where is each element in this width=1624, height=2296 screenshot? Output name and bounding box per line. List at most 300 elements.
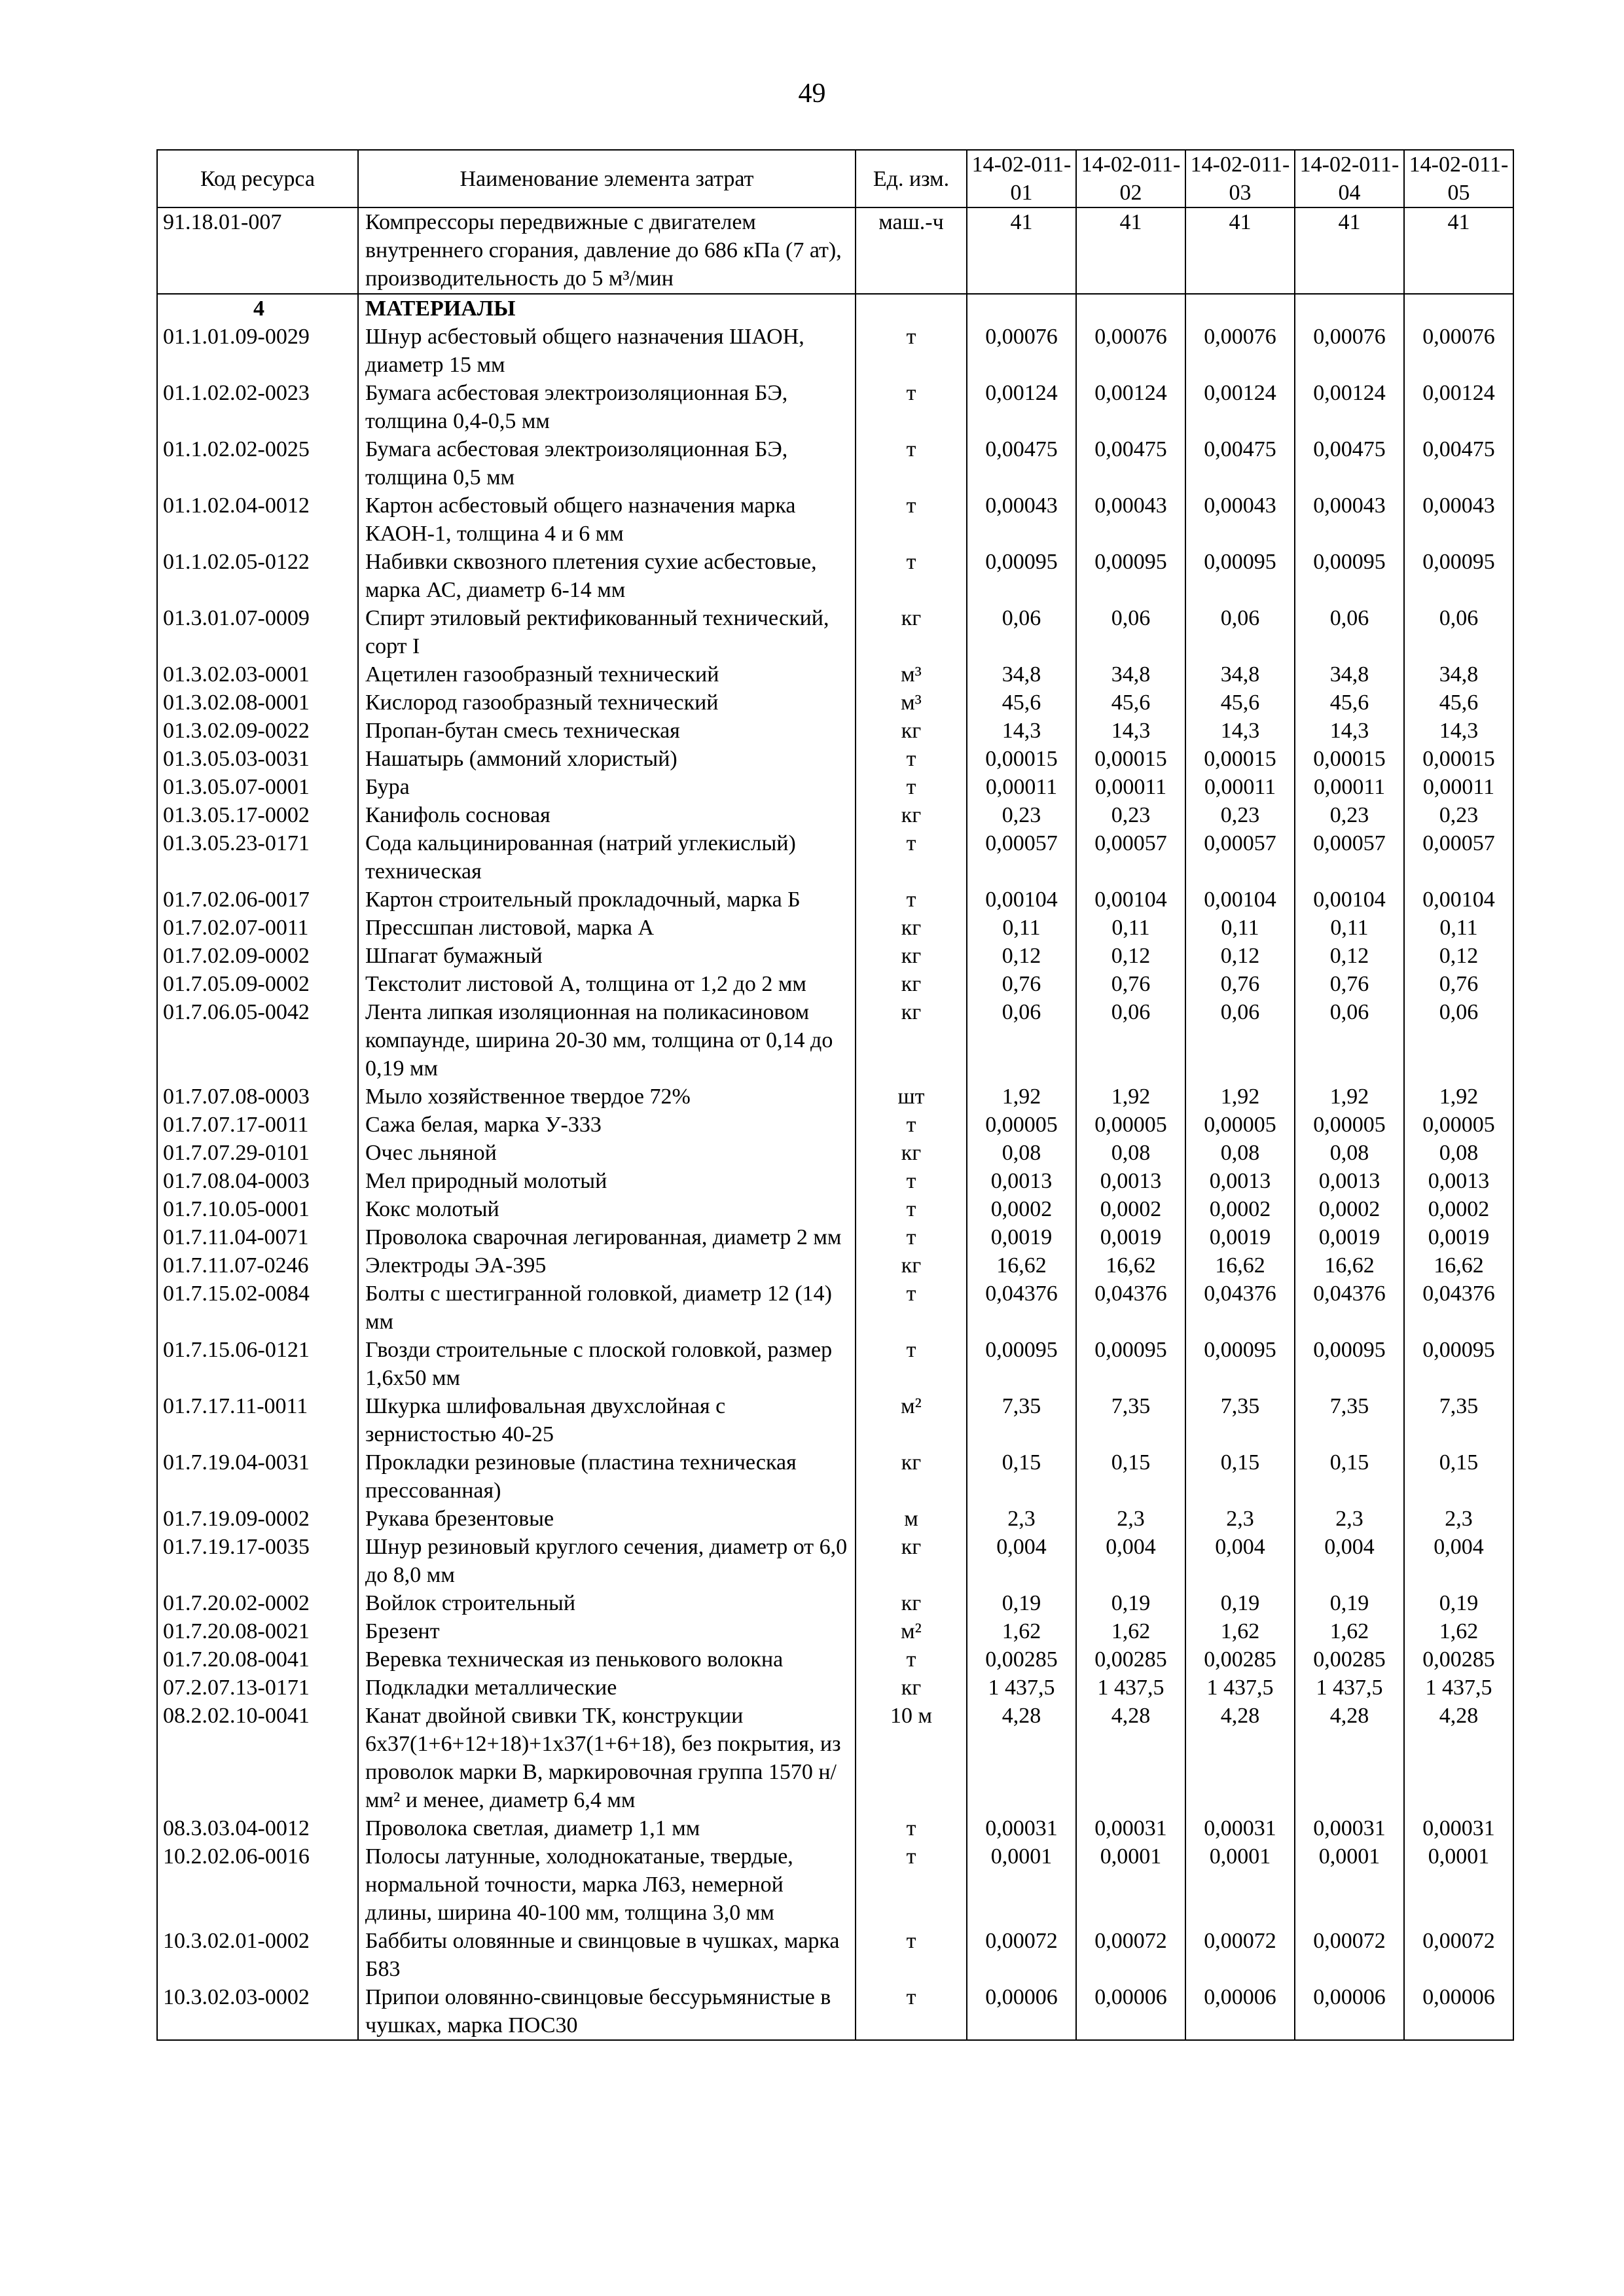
row-value: 0,76 bbox=[1404, 970, 1513, 998]
table-row bbox=[157, 1927, 1513, 1983]
row-value: 0,11 bbox=[1076, 914, 1185, 942]
row-code: 01.7.20.08-0041 bbox=[157, 1645, 358, 1674]
table-row bbox=[157, 773, 1513, 801]
row-value: 0,00006 bbox=[1185, 1983, 1295, 2040]
table-row bbox=[157, 1223, 1513, 1251]
row-value: 0,06 bbox=[1404, 998, 1513, 1083]
row-unit: 10 м bbox=[856, 1702, 967, 1814]
header-col-3: 14-02-011-03 bbox=[1185, 150, 1295, 207]
row-unit: кг bbox=[856, 1674, 967, 1702]
row-unit: т bbox=[856, 435, 967, 492]
row-name: Канифоль сосновая bbox=[358, 801, 856, 829]
row-value: 0,00104 bbox=[967, 886, 1076, 914]
row-value: 16,62 bbox=[1404, 1251, 1513, 1280]
row-name: Ацетилен газообразный технический bbox=[358, 660, 856, 689]
row-value: 4,28 bbox=[967, 1702, 1076, 1814]
section-number: 4 bbox=[157, 294, 358, 323]
table-row bbox=[157, 1280, 1513, 1336]
row-name: Спирт этиловый ректификованный технический, сорт I bbox=[358, 604, 856, 660]
row-value: 0,12 bbox=[967, 942, 1076, 970]
row-name: Картон асбестовый общего назначения марка КАОН-1, толщина 4 и 6 мм bbox=[358, 492, 856, 548]
row-value: 41 bbox=[967, 207, 1076, 294]
row-value: 16,62 bbox=[1295, 1251, 1404, 1280]
row-value: 0,0019 bbox=[1295, 1223, 1404, 1251]
table-row bbox=[157, 801, 1513, 829]
row-value: 0,08 bbox=[1076, 1139, 1185, 1167]
row-value: 0,06 bbox=[1185, 998, 1295, 1083]
row-name: Картон строительный прокладочный, марка Б bbox=[358, 886, 856, 914]
row-value: 0,004 bbox=[967, 1533, 1076, 1589]
row-name: Кокс молотый bbox=[358, 1195, 856, 1223]
row-name: Сода кальцинированная (натрий углекислый) техническая bbox=[358, 829, 856, 886]
row-value: 45,6 bbox=[1185, 689, 1295, 717]
row-value: 0,00095 bbox=[1076, 1336, 1185, 1392]
row-code: 10.3.02.03-0002 bbox=[157, 1983, 358, 2040]
row-unit: кг bbox=[856, 801, 967, 829]
row-code: 01.3.05.17-0002 bbox=[157, 801, 358, 829]
row-value: 0,00072 bbox=[1295, 1927, 1404, 1983]
table-row bbox=[157, 1139, 1513, 1167]
row-value: 34,8 bbox=[967, 660, 1076, 689]
row-name: Шнур резиновый круглого сечения, диаметр от 6,0 до 8,0 мм bbox=[358, 1533, 856, 1589]
row-name: Кислород газообразный технический bbox=[358, 689, 856, 717]
row-name: Болты с шестигранной головкой, диаметр 12 (14) мм bbox=[358, 1280, 856, 1336]
row-value: 0,00285 bbox=[1404, 1645, 1513, 1674]
row-value: 0,0019 bbox=[1404, 1223, 1513, 1251]
row-value: 0,00057 bbox=[1076, 829, 1185, 886]
table-row bbox=[157, 998, 1513, 1083]
row-unit: кг bbox=[856, 914, 967, 942]
row-value: 2,3 bbox=[1185, 1505, 1295, 1533]
row-value: 34,8 bbox=[1185, 660, 1295, 689]
row-value: 0,0019 bbox=[1185, 1223, 1295, 1251]
row-value: 0,06 bbox=[967, 998, 1076, 1083]
row-code: 01.7.05.09-0002 bbox=[157, 970, 358, 998]
row-value: 0,00043 bbox=[967, 492, 1076, 548]
row-value: 0,00072 bbox=[1185, 1927, 1295, 1983]
row-value: 0,00475 bbox=[1185, 435, 1295, 492]
row-value: 0,00031 bbox=[1295, 1814, 1404, 1842]
row-value: 0,76 bbox=[1295, 970, 1404, 998]
row-unit: т bbox=[856, 1842, 967, 1927]
row-value: 0,00124 bbox=[1404, 379, 1513, 435]
row-value: 0,04376 bbox=[1185, 1280, 1295, 1336]
row-value: 0,00015 bbox=[1185, 745, 1295, 773]
row-name: Припои оловянно-свинцовые бессурьмянистые в чушках, марка ПОС30 bbox=[358, 1983, 856, 2040]
row-unit: м³ bbox=[856, 660, 967, 689]
row-value: 0,00005 bbox=[1295, 1111, 1404, 1139]
table-row bbox=[157, 717, 1513, 745]
row-value: 0,00006 bbox=[967, 1983, 1076, 2040]
row-unit: маш.-ч bbox=[856, 207, 967, 294]
row-value: 0,00005 bbox=[1185, 1111, 1295, 1139]
header-col-2: 14-02-011-02 bbox=[1076, 150, 1185, 207]
row-value: 0,08 bbox=[1404, 1139, 1513, 1167]
row-value: 0,76 bbox=[1076, 970, 1185, 998]
row-value: 0,00076 bbox=[1076, 323, 1185, 379]
row-value: 0,00072 bbox=[967, 1927, 1076, 1983]
row-value: 0,15 bbox=[1295, 1448, 1404, 1505]
row-value: 0,19 bbox=[1404, 1589, 1513, 1617]
table-header bbox=[157, 150, 1513, 207]
table-row bbox=[157, 1392, 1513, 1448]
table-row bbox=[157, 914, 1513, 942]
row-value: 7,35 bbox=[1295, 1392, 1404, 1448]
row-unit: кг bbox=[856, 970, 967, 998]
row-value: 0,00285 bbox=[1185, 1645, 1295, 1674]
table-row bbox=[157, 1842, 1513, 1927]
row-value: 0,00095 bbox=[1404, 1336, 1513, 1392]
row-unit: т bbox=[856, 745, 967, 773]
row-value: 0,12 bbox=[1076, 942, 1185, 970]
row-name: Очес льняной bbox=[358, 1139, 856, 1167]
row-value: 0,06 bbox=[1185, 604, 1295, 660]
resource-table bbox=[156, 149, 1514, 2041]
table-row bbox=[157, 970, 1513, 998]
row-name: Мыло хозяйственное твердое 72% bbox=[358, 1083, 856, 1111]
row-value: 16,62 bbox=[1185, 1251, 1295, 1280]
row-value: 0,00072 bbox=[1076, 1927, 1185, 1983]
table-row bbox=[157, 1167, 1513, 1195]
row-value: 0,00076 bbox=[967, 323, 1076, 379]
row-unit: т bbox=[856, 829, 967, 886]
row-code: 01.7.19.17-0035 bbox=[157, 1533, 358, 1589]
row-value: 1,62 bbox=[1185, 1617, 1295, 1645]
row-value: 41 bbox=[1076, 207, 1185, 294]
row-value: 45,6 bbox=[1404, 689, 1513, 717]
row-value: 0,0013 bbox=[1076, 1167, 1185, 1195]
row-value: 0,0013 bbox=[1185, 1167, 1295, 1195]
row-value: 0,00095 bbox=[1076, 548, 1185, 604]
row-code: 01.3.02.03-0001 bbox=[157, 660, 358, 689]
row-value: 0,00011 bbox=[1185, 773, 1295, 801]
row-value: 0,00006 bbox=[1404, 1983, 1513, 2040]
row-value: 0,12 bbox=[1185, 942, 1295, 970]
row-name: Полосы латунные, холоднокатаные, твердые, нормальной точности, марка Л63, немерной длины, ширина 40-100 мм, толщина 3,0 мм bbox=[358, 1842, 856, 1927]
row-value: 0,00043 bbox=[1295, 492, 1404, 548]
row-value: 34,8 bbox=[1404, 660, 1513, 689]
row-value: 0,00076 bbox=[1185, 323, 1295, 379]
row-name: Мел природный молотый bbox=[358, 1167, 856, 1195]
row-value: 0,00285 bbox=[1076, 1645, 1185, 1674]
row-value: 7,35 bbox=[1185, 1392, 1295, 1448]
row-value: 0,0001 bbox=[967, 1842, 1076, 1927]
table-row bbox=[157, 1111, 1513, 1139]
row-unit: т bbox=[856, 773, 967, 801]
row-value: 1,62 bbox=[1404, 1617, 1513, 1645]
row-unit: м³ bbox=[856, 689, 967, 717]
row-name: Баббиты оловянные и свинцовые в чушках, марка Б83 bbox=[358, 1927, 856, 1983]
row-value: 34,8 bbox=[1295, 660, 1404, 689]
row-value: 0,00124 bbox=[1185, 379, 1295, 435]
row-name: Текстолит листовой А, толщина от 1,2 до 2 мм bbox=[358, 970, 856, 998]
row-value: 0,00095 bbox=[967, 548, 1076, 604]
row-value: 0,00095 bbox=[1295, 1336, 1404, 1392]
table-row bbox=[157, 1983, 1513, 2040]
row-name: Веревка техническая из пенькового волокна bbox=[358, 1645, 856, 1674]
row-unit: т bbox=[856, 1111, 967, 1139]
row-value: 0,06 bbox=[1404, 604, 1513, 660]
row-code: 01.7.08.04-0003 bbox=[157, 1167, 358, 1195]
row-unit: т bbox=[856, 1167, 967, 1195]
row-value: 0,76 bbox=[1185, 970, 1295, 998]
row-value: 2,3 bbox=[1076, 1505, 1185, 1533]
row-unit: т bbox=[856, 379, 967, 435]
row-name: Шнур асбестовый общего назначения ШАОН, диаметр 15 мм bbox=[358, 323, 856, 379]
row-code: 01.7.02.07-0011 bbox=[157, 914, 358, 942]
row-value: 0,00104 bbox=[1076, 886, 1185, 914]
row-code: 10.3.02.01-0002 bbox=[157, 1927, 358, 1983]
table-row bbox=[157, 1702, 1513, 1814]
row-value: 0,00475 bbox=[1404, 435, 1513, 492]
row-value: 0,00015 bbox=[1404, 745, 1513, 773]
row-value: 0,11 bbox=[1295, 914, 1404, 942]
row-code: 01.7.11.07-0246 bbox=[157, 1251, 358, 1280]
row-value: 0,004 bbox=[1076, 1533, 1185, 1589]
row-unit: т bbox=[856, 1814, 967, 1842]
row-code: 01.7.07.17-0011 bbox=[157, 1111, 358, 1139]
row-value: 0,00057 bbox=[1404, 829, 1513, 886]
row-code: 01.7.20.08-0021 bbox=[157, 1617, 358, 1645]
table-row bbox=[157, 1589, 1513, 1617]
row-value: 0,00475 bbox=[1076, 435, 1185, 492]
row-name: Электроды ЭА-395 bbox=[358, 1251, 856, 1280]
row-name: Пропан-бутан смесь техническая bbox=[358, 717, 856, 745]
row-name: Лента липкая изоляционная на поликасиновом компаунде, ширина 20-30 мм, толщина от 0,14 до 0,19 мм bbox=[358, 998, 856, 1083]
row-value: 4,28 bbox=[1076, 1702, 1185, 1814]
row-code: 10.2.02.06-0016 bbox=[157, 1842, 358, 1927]
row-unit: т bbox=[856, 1983, 967, 2040]
row-value: 0,11 bbox=[1404, 914, 1513, 942]
row-value: 0,06 bbox=[1076, 998, 1185, 1083]
row-value: 0,00104 bbox=[1295, 886, 1404, 914]
row-value: 0,00011 bbox=[1404, 773, 1513, 801]
row-code: 08.3.03.04-0012 bbox=[157, 1814, 358, 1842]
row-value: 4,28 bbox=[1295, 1702, 1404, 1814]
row-name: Шкурка шлифовальная двухслойная с зернистостью 40-25 bbox=[358, 1392, 856, 1448]
row-value: 0,11 bbox=[967, 914, 1076, 942]
row-code: 01.1.02.02-0023 bbox=[157, 379, 358, 435]
row-value: 0,00475 bbox=[967, 435, 1076, 492]
row-value: 0,15 bbox=[967, 1448, 1076, 1505]
row-value: 14,3 bbox=[1185, 717, 1295, 745]
row-value: 0,04376 bbox=[967, 1280, 1076, 1336]
row-value: 2,3 bbox=[967, 1505, 1076, 1533]
table-row bbox=[157, 1814, 1513, 1842]
row-value: 0,0002 bbox=[1404, 1195, 1513, 1223]
row-value: 0,00015 bbox=[1295, 745, 1404, 773]
row-value: 0,00006 bbox=[1295, 1983, 1404, 2040]
row-value: 1 437,5 bbox=[1076, 1674, 1185, 1702]
row-value: 0,12 bbox=[1404, 942, 1513, 970]
row-name: Брезент bbox=[358, 1617, 856, 1645]
row-value: 1,92 bbox=[967, 1083, 1076, 1111]
row-name: Шпагат бумажный bbox=[358, 942, 856, 970]
row-value: 1 437,5 bbox=[1185, 1674, 1295, 1702]
row-code: 01.7.15.02-0084 bbox=[157, 1280, 358, 1336]
row-unit: кг bbox=[856, 998, 967, 1083]
row-value: 0,08 bbox=[967, 1139, 1076, 1167]
row-name: Канат двойной свивки ТК, конструкции 6х37(1+6+12+18)+1х37(1+6+18), без покрытия, из проволок марки В, маркировочная группа 1570 н/мм² и менее, диаметр 6,4 мм bbox=[358, 1702, 856, 1814]
compressor-row bbox=[157, 207, 1513, 294]
row-value: 0,23 bbox=[967, 801, 1076, 829]
row-unit: т bbox=[856, 1336, 967, 1392]
row-value: 1,92 bbox=[1295, 1083, 1404, 1111]
table-row bbox=[157, 689, 1513, 717]
table-row bbox=[157, 548, 1513, 604]
row-unit: кг bbox=[856, 1448, 967, 1505]
row-unit: м² bbox=[856, 1617, 967, 1645]
row-value: 0,00011 bbox=[1076, 773, 1185, 801]
row-value: 7,35 bbox=[967, 1392, 1076, 1448]
row-unit: т bbox=[856, 1223, 967, 1251]
row-value: 0,0001 bbox=[1185, 1842, 1295, 1927]
row-value: 1,62 bbox=[1295, 1617, 1404, 1645]
row-value: 1,92 bbox=[1404, 1083, 1513, 1111]
row-value: 41 bbox=[1295, 207, 1404, 294]
row-unit: т bbox=[856, 1195, 967, 1223]
row-value: 0,04376 bbox=[1295, 1280, 1404, 1336]
row-value: 0,0001 bbox=[1404, 1842, 1513, 1927]
row-unit: кг bbox=[856, 604, 967, 660]
row-value: 1,62 bbox=[1076, 1617, 1185, 1645]
row-value: 0,19 bbox=[1295, 1589, 1404, 1617]
row-value: 0,76 bbox=[967, 970, 1076, 998]
row-value: 0,23 bbox=[1295, 801, 1404, 829]
row-code: 01.7.19.09-0002 bbox=[157, 1505, 358, 1533]
row-value: 1 437,5 bbox=[1404, 1674, 1513, 1702]
row-value: 2,3 bbox=[1404, 1505, 1513, 1533]
header-code: Код ресурса bbox=[157, 150, 358, 207]
row-value: 0,004 bbox=[1295, 1533, 1404, 1589]
row-name: Войлок строительный bbox=[358, 1589, 856, 1617]
row-code: 01.7.15.06-0121 bbox=[157, 1336, 358, 1392]
row-value: 4,28 bbox=[1404, 1702, 1513, 1814]
row-value: 0,19 bbox=[1076, 1589, 1185, 1617]
row-value: 0,04376 bbox=[1076, 1280, 1185, 1336]
row-unit: кг bbox=[856, 717, 967, 745]
row-name: Бумага асбестовая электроизоляционная БЭ, толщина 0,5 мм bbox=[358, 435, 856, 492]
row-value: 0,00475 bbox=[1295, 435, 1404, 492]
row-value: 0,004 bbox=[1404, 1533, 1513, 1589]
row-value: 14,3 bbox=[1295, 717, 1404, 745]
row-value: 41 bbox=[1185, 207, 1295, 294]
row-code: 01.7.02.09-0002 bbox=[157, 942, 358, 970]
row-unit: кг bbox=[856, 1589, 967, 1617]
row-code: 01.3.02.08-0001 bbox=[157, 689, 358, 717]
row-name: Бура bbox=[358, 773, 856, 801]
row-value: 41 bbox=[1404, 207, 1513, 294]
row-value: 0,06 bbox=[967, 604, 1076, 660]
row-unit: т bbox=[856, 1927, 967, 1983]
row-name: Прокладки резиновые (пластина техническая прессованная) bbox=[358, 1448, 856, 1505]
row-value: 45,6 bbox=[1076, 689, 1185, 717]
row-value: 0,0001 bbox=[1295, 1842, 1404, 1927]
row-value: 0,0013 bbox=[1404, 1167, 1513, 1195]
row-value: 2,3 bbox=[1295, 1505, 1404, 1533]
row-value: 0,19 bbox=[1185, 1589, 1295, 1617]
row-unit: м bbox=[856, 1505, 967, 1533]
row-name: Рукава брезентовые bbox=[358, 1505, 856, 1533]
row-value: 1,92 bbox=[1185, 1083, 1295, 1111]
row-value: 0,00057 bbox=[1185, 829, 1295, 886]
row-name: Проволока сварочная легированная, диаметр 2 мм bbox=[358, 1223, 856, 1251]
table-row bbox=[157, 1617, 1513, 1645]
table-row bbox=[157, 660, 1513, 689]
row-code: 01.1.02.05-0122 bbox=[157, 548, 358, 604]
table-row bbox=[157, 1533, 1513, 1589]
row-value: 0,00031 bbox=[967, 1814, 1076, 1842]
row-value: 0,19 bbox=[967, 1589, 1076, 1617]
row-unit: т bbox=[856, 323, 967, 379]
row-name: Прессшпан листовой, марка А bbox=[358, 914, 856, 942]
row-code: 08.2.02.10-0041 bbox=[157, 1702, 358, 1814]
row-unit: т bbox=[856, 886, 967, 914]
row-code: 01.7.02.06-0017 bbox=[157, 886, 358, 914]
row-code: 01.7.07.29-0101 bbox=[157, 1139, 358, 1167]
table-row bbox=[157, 1251, 1513, 1280]
row-unit: кг bbox=[856, 1251, 967, 1280]
row-value: 0,00057 bbox=[967, 829, 1076, 886]
row-value: 14,3 bbox=[1076, 717, 1185, 745]
row-value: 0,08 bbox=[1185, 1139, 1295, 1167]
row-value: 14,3 bbox=[1404, 717, 1513, 745]
row-value: 0,00124 bbox=[1076, 379, 1185, 435]
row-unit: шт bbox=[856, 1083, 967, 1111]
row-value: 0,0001 bbox=[1076, 1842, 1185, 1927]
row-name: Сажа белая, марка У-333 bbox=[358, 1111, 856, 1139]
row-value: 0,12 bbox=[1295, 942, 1404, 970]
table-row bbox=[157, 435, 1513, 492]
row-unit: т bbox=[856, 492, 967, 548]
table-row bbox=[157, 1674, 1513, 1702]
row-value: 0,0002 bbox=[1295, 1195, 1404, 1223]
row-value: 0,004 bbox=[1185, 1533, 1295, 1589]
row-value: 0,00015 bbox=[1076, 745, 1185, 773]
row-code: 01.7.19.04-0031 bbox=[157, 1448, 358, 1505]
row-value: 1,92 bbox=[1076, 1083, 1185, 1111]
row-value: 0,0013 bbox=[1295, 1167, 1404, 1195]
row-value: 0,00104 bbox=[1404, 886, 1513, 914]
section-title: МАТЕРИАЛЫ bbox=[358, 294, 856, 323]
row-value: 0,0019 bbox=[967, 1223, 1076, 1251]
row-code: 07.2.07.13-0171 bbox=[157, 1674, 358, 1702]
row-unit: м² bbox=[856, 1392, 967, 1448]
row-value: 1 437,5 bbox=[967, 1674, 1076, 1702]
row-code: 01.7.11.04-0071 bbox=[157, 1223, 358, 1251]
row-value: 0,0013 bbox=[967, 1167, 1076, 1195]
row-value: 0,00015 bbox=[967, 745, 1076, 773]
row-value: 0,00005 bbox=[1076, 1111, 1185, 1139]
row-value: 0,00095 bbox=[1185, 1336, 1295, 1392]
row-code: 01.3.02.09-0022 bbox=[157, 717, 358, 745]
row-name: Бумага асбестовая электроизоляционная БЭ, толщина 0,4-0,5 мм bbox=[358, 379, 856, 435]
row-value: 0,04376 bbox=[1404, 1280, 1513, 1336]
header-name: Наименование элемента затрат bbox=[358, 150, 856, 207]
row-name: Набивки сквозного плетения сухие асбестовые, марка АС, диаметр 6-14 мм bbox=[358, 548, 856, 604]
row-code: 01.3.01.07-0009 bbox=[157, 604, 358, 660]
row-value: 0,00031 bbox=[1404, 1814, 1513, 1842]
row-value: 0,06 bbox=[1076, 604, 1185, 660]
row-value: 45,6 bbox=[967, 689, 1076, 717]
row-value: 0,00005 bbox=[1404, 1111, 1513, 1139]
row-value: 0,06 bbox=[1295, 998, 1404, 1083]
row-unit: т bbox=[856, 1645, 967, 1674]
row-value: 0,23 bbox=[1185, 801, 1295, 829]
row-value: 0,0002 bbox=[1185, 1195, 1295, 1223]
row-value: 0,00285 bbox=[1295, 1645, 1404, 1674]
row-code: 01.1.02.02-0025 bbox=[157, 435, 358, 492]
